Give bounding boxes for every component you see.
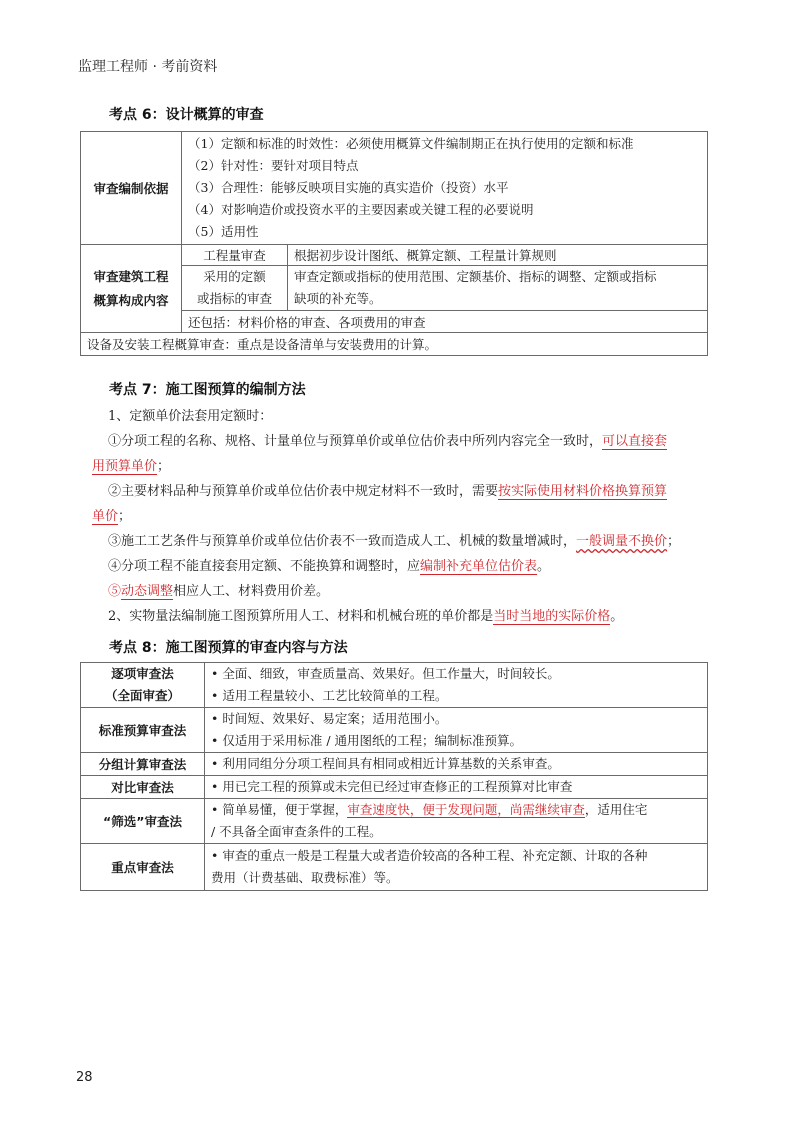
method-label: 分组计算审查法 (81, 753, 205, 776)
qty-review-text: 根据初步设计图纸、概算定额、工程量计算规则 (288, 245, 708, 266)
rule-1-line-1: ①分项工程的名称、规格、计量单位与预算单价或单位估价表中所列内容完全一致时，可以直接套 (108, 434, 668, 449)
table-row (81, 708, 708, 753)
section-8-title: 考点 8：施工图预算的审查内容与方法 (109, 640, 348, 656)
qty-review-label: 工程量审查 (182, 245, 288, 266)
quota-review-text: 审查定额或指标的使用范围、定额基价、指标的调整、定额或指标 缺项的补充等。 (288, 266, 708, 311)
table-row (81, 844, 708, 891)
basis-item: （2）针对性：要针对项目特点 (188, 158, 359, 173)
basis-items-cell (182, 132, 708, 245)
building-review-label: 审查建筑工程 概算构成内容 (81, 245, 182, 333)
basis-item: （1）定额和标准的时效性：必须使用概算文件编制期正在执行使用的定额和标准 (188, 136, 634, 151)
method-description: • 审查的重点一般是工程量大或者造价较高的各种工程、补充定额、计取的各种 费用（计费基础、取费标准）等。 (205, 844, 708, 891)
method-description: • 时间短、效果好、易定案；适用范围小。 • 仅适用于采用标准 / 通用图纸的工程；编制标准预算。 (205, 708, 708, 753)
method-label: 对比审查法 (81, 776, 205, 799)
equipment-review-text: 设备及安装工程概算审查：重点是设备清单与安装费用的计算。 (81, 333, 708, 356)
method-description: • 简单易懂，便于掌握，审查速度快，便于发现问题，尚需继续审查，适用住宅 / 不具备全面审查条件的工程。 (205, 799, 708, 844)
budget-review-methods-table (80, 662, 708, 891)
table-row (81, 753, 708, 776)
method-description: • 全面、细致，审查质量高、效果好。但工作量大，时间较长。 • 适用工程量较小、工艺比较简单的工程。 (205, 663, 708, 708)
basis-item: （3）合理性：能够反映项目实施的真实造价（投资）水平 (188, 180, 509, 195)
basis-label: 审查编制依据 (81, 132, 182, 245)
section-6-title: 考点 6：设计概算的审查 (109, 107, 264, 123)
design-estimate-review-table (80, 131, 708, 356)
method-label: “筛选”审查法 (81, 799, 205, 844)
section-7-title: 考点 7：施工图预算的编制方法 (109, 382, 306, 398)
method-label: 标准预算审查法 (81, 708, 205, 753)
basis-item: （4）对影响造价或投资水平的主要因素或关键工程的必要说明 (188, 202, 534, 217)
quota-review-label: 采用的定额 或指标的审查 (182, 266, 288, 311)
basis-item: （5）适用性 (188, 224, 259, 239)
page-number: 28 (76, 1070, 93, 1085)
rule-1-line-2: 用预算单价； (92, 459, 171, 474)
rule-5-line: ⑤动态调整相应人工、材料费用价差。 (108, 584, 330, 599)
method-2-line: 2、实物量法编制施工图预算所用人工、材料和机械台班的单价都是当时当地的实际价格。 (108, 609, 624, 624)
method-description: • 用已完工程的预算或未完但已经过审查修正的工程预算对比审查 (205, 776, 708, 799)
page-header: 监理工程师 · 考前资料 (78, 59, 218, 75)
table-row (81, 799, 708, 844)
table-row (81, 663, 708, 708)
method-label: 逐项审查法 （全面审查） (81, 663, 205, 708)
also-includes-text: 还包括：材料价格的审查、各项费用的审查 (182, 311, 708, 333)
rule-2-line-2: 单价； (92, 509, 132, 524)
rule-3-line: ③施工工艺条件与预算单价或单位估价表不一致而造成人工、机械的数量增减时，一般调量不换价； (108, 534, 681, 549)
method-label: 重点审查法 (81, 844, 205, 891)
rule-2-line-1: ②主要材料品种与预算单价或单位估价表中规定材料不一致时，需要按实际使用材料价格换算预算 (108, 484, 668, 499)
method-1-heading: 1、定额单价法套用定额时： (108, 409, 273, 424)
rule-4-line: ④分项工程不能直接套用定额、不能换算和调整时，应编制补充单位估价表。 (108, 559, 551, 574)
method-description: • 利用同组分分项工程间具有相同或相近计算基数的关系审查。 (205, 753, 708, 776)
table-row (81, 776, 708, 799)
